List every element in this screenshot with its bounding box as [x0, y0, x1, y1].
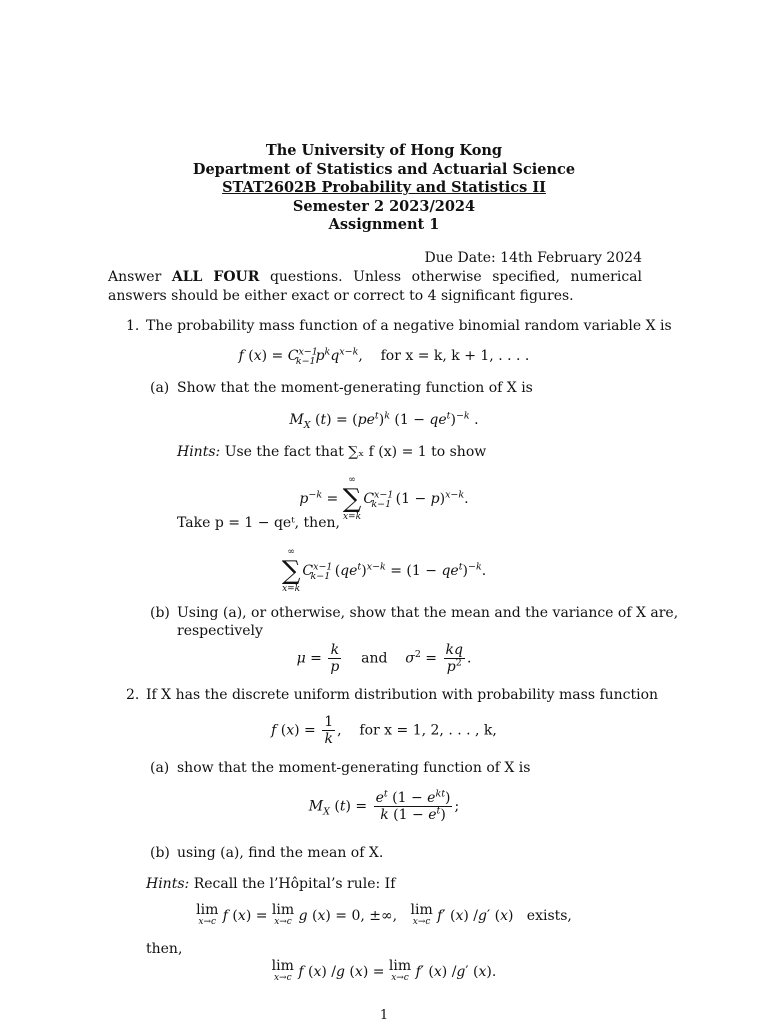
university-name: The University of Hong Kong: [265, 142, 503, 159]
instructions-pre: Answer: [108, 269, 172, 285]
q2-number: 2.: [126, 687, 140, 703]
q2b-text: using (a), find the mean of X.: [177, 845, 384, 861]
q1-sum-equation: ∞ ∑ x=k $C^{x-1}_{k-1}$ $(qe^t)^{x-k} = (1 - qe^t)^{-k}$.: [281, 547, 487, 594]
q1-mgf-equation: $M_X$ $(t) = (pe^t)^k$ $(1 - qe^t)^{-k}$ .: [289, 410, 479, 431]
q1b-label: (b): [150, 605, 170, 621]
q2-text: If X has the discrete uniform distribution with probability mass function: [146, 687, 659, 703]
q1-and-word: and: [361, 650, 388, 667]
q1a-text: Show that the moment-generating function of X is: [177, 380, 533, 396]
due-date: Due Date: 14th February 2024: [424, 250, 642, 266]
q1-pmf-equation: f $(x) = C^{x-1}_{k-1}p^kq^{x-k}$, for x = k, k + 1, . . . .: [238, 346, 530, 367]
q2-exists-word: exists,: [526, 908, 572, 924]
document-header: [0, 142, 768, 235]
q1-number: 1.: [126, 318, 140, 334]
q2-hints-text: Recall the l’Hôpital’s rule: If: [193, 876, 396, 892]
q1-mean-variance-equation: μ = $\frac{k}{p}$ and $\sigma^2$ = $\frac{kq}{p^2}$ .: [296, 642, 472, 675]
semester: Semester 2 2023/2024: [292, 197, 476, 215]
instructions: [108, 268, 642, 306]
q2-mgf-equation: $M_X$ (t) = $\frac{e^t (1 - e^{kt})}{k (1 - e^t)}$ ;: [308, 788, 460, 823]
q2-hints: [146, 876, 395, 892]
q2a-text: show that the moment-generating function of X is: [177, 760, 531, 776]
q1b-text-1: Using (a), or otherwise, show that the mean and the variance of X are,: [177, 605, 679, 621]
q2-pmf-equation: f (x) = $\frac{1}{k}$ , for x = 1, 2, . . . , k,: [271, 714, 497, 747]
q1a-label: (a): [150, 380, 170, 396]
q1-hints: [177, 444, 486, 460]
q2-lhopital-condition: lim x→c f (x) = lim x→c g (x) = 0, ±∞, lim x→c f′ (x) /g′ (x) exists,: [196, 902, 572, 927]
q2-then-word: then,: [146, 941, 183, 957]
instructions-post: questions. Unless otherwise specified, numerical answers should be either exact or correct to 4 significant figures.: [108, 269, 642, 304]
instructions-bold: ALL FOUR: [171, 269, 260, 285]
q2b-label: (b): [150, 845, 170, 861]
q2a-label: (a): [150, 760, 170, 776]
q1-take-text: Take p = 1 − qeᵗ, then,: [177, 515, 340, 531]
assignment-title: Assignment 1: [328, 216, 440, 233]
q1-hints-text: Use the fact that ∑ₓ f (x) = 1 to show: [224, 444, 487, 460]
q1-hint-equation: $p^{-k}$ = ∞ ∑ x=k $C^{x-1}_{k-1}$ $(1 - p)^{x-k}$.: [299, 475, 469, 522]
course-title: STAT2602B Probability and Statistics II: [222, 179, 546, 196]
q1b-text-2: respectively: [177, 623, 263, 639]
q1-text: The probability mass function of a negative binomial random variable X is: [146, 318, 672, 334]
q1-pmf-suffix: for x = k, k + 1, . . . .: [380, 348, 530, 364]
q2-hints-label: Hints:: [146, 876, 190, 892]
department-name: Department of Statistics and Actuarial Science: [192, 160, 576, 178]
q1-hints-label: Hints:: [177, 444, 221, 460]
q2-lhopital-result: lim x→c f (x) /g (x) = lim x→c f′ (x) /g′ (x).: [271, 958, 497, 983]
page-number: 1: [379, 1008, 389, 1023]
q2-pmf-suffix: for x = 1, 2, . . . , k,: [359, 722, 497, 739]
